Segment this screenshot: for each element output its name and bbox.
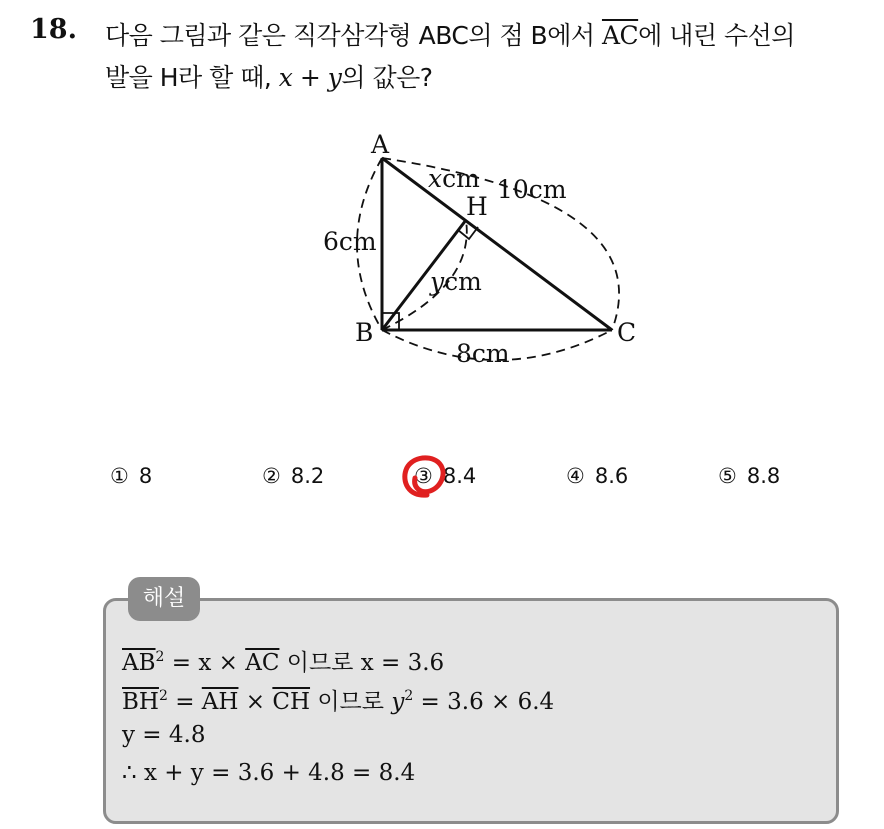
solution-tag: 해설 [128, 577, 200, 621]
choice-value: 8.2 [290, 464, 325, 488]
choice-marker: ④ [566, 464, 585, 488]
segment-ab: $\overline{AB}$ [122, 650, 156, 676]
choice-marker: ⑤ [718, 464, 737, 488]
exponent: 2 [155, 649, 165, 665]
choice-value: 8.6 [594, 464, 629, 488]
vertex-label-c: C [617, 318, 637, 347]
variable-x: x [428, 164, 443, 193]
variable-y: y [391, 689, 405, 715]
choice-4[interactable] [566, 464, 628, 488]
segment-ac: $\overline{AC}$ [245, 650, 280, 676]
length-label-ab: 6cm [323, 227, 377, 256]
choice-marker: ② [262, 464, 281, 488]
question-text-part: 의 값은? [341, 63, 433, 92]
length-label-x [428, 164, 480, 193]
solution-math: = x × [164, 650, 246, 676]
variable-y: y [430, 267, 445, 296]
solution-korean: 이므로 [279, 650, 361, 676]
choice-2[interactable] [262, 464, 324, 488]
segment-ac: $\overline{AC}$ [601, 21, 639, 50]
choice-1[interactable] [110, 464, 152, 488]
question-text-part: 다음 그림과 같은 직각삼각형 ABC의 점 B에서 [105, 21, 602, 50]
unit-cm: cm [442, 164, 480, 193]
question-text-part: 에 내린 수선의 [638, 21, 795, 50]
choice-value: 8 [138, 464, 153, 488]
solution-line-3: y = 4.8 [122, 722, 206, 748]
segment-ch: $\overline{CH}$ [272, 689, 311, 715]
choice-marker: ① [110, 464, 129, 488]
exponent: 2 [158, 688, 168, 704]
unit-cm: cm [444, 267, 482, 296]
vertex-label-a: A [371, 130, 390, 159]
expression-x-plus-y: x + y [278, 63, 342, 92]
vertex-label-b: B [355, 318, 374, 347]
length-label-bc: 8cm [456, 339, 510, 368]
segment-bh: $\overline{BH}$ [122, 689, 159, 715]
choice-value: 8.8 [746, 464, 781, 488]
solution-math: x = 3.6 [360, 650, 445, 676]
solution-korean: 이므로 [310, 689, 392, 715]
vertex-label-h: H [466, 192, 488, 221]
length-label-y [429, 267, 482, 296]
exponent: 2 [404, 688, 414, 704]
answer-circle-mark [400, 451, 450, 501]
solution-math: × [238, 689, 273, 715]
solution-line-4: ∴ x + y = 3.6 + 4.8 = 8.4 [122, 760, 416, 786]
choice-value: 8.4 [442, 464, 477, 488]
solution-line-2 [122, 683, 554, 716]
choice-5[interactable] [718, 464, 780, 488]
solution-line-1 [122, 644, 444, 677]
solution-math: = 3.6 × 6.4 [413, 689, 555, 715]
question-text-part: 발을 H라 할 때, [105, 63, 279, 92]
length-label-ac: 10cm [497, 175, 567, 204]
answer-circle-stroke [405, 458, 443, 495]
segment-ah: $\overline{AH}$ [201, 689, 239, 715]
choice-marker: ③ [414, 464, 433, 488]
solution-math: = [167, 689, 202, 715]
question-number: 18. [30, 14, 77, 45]
